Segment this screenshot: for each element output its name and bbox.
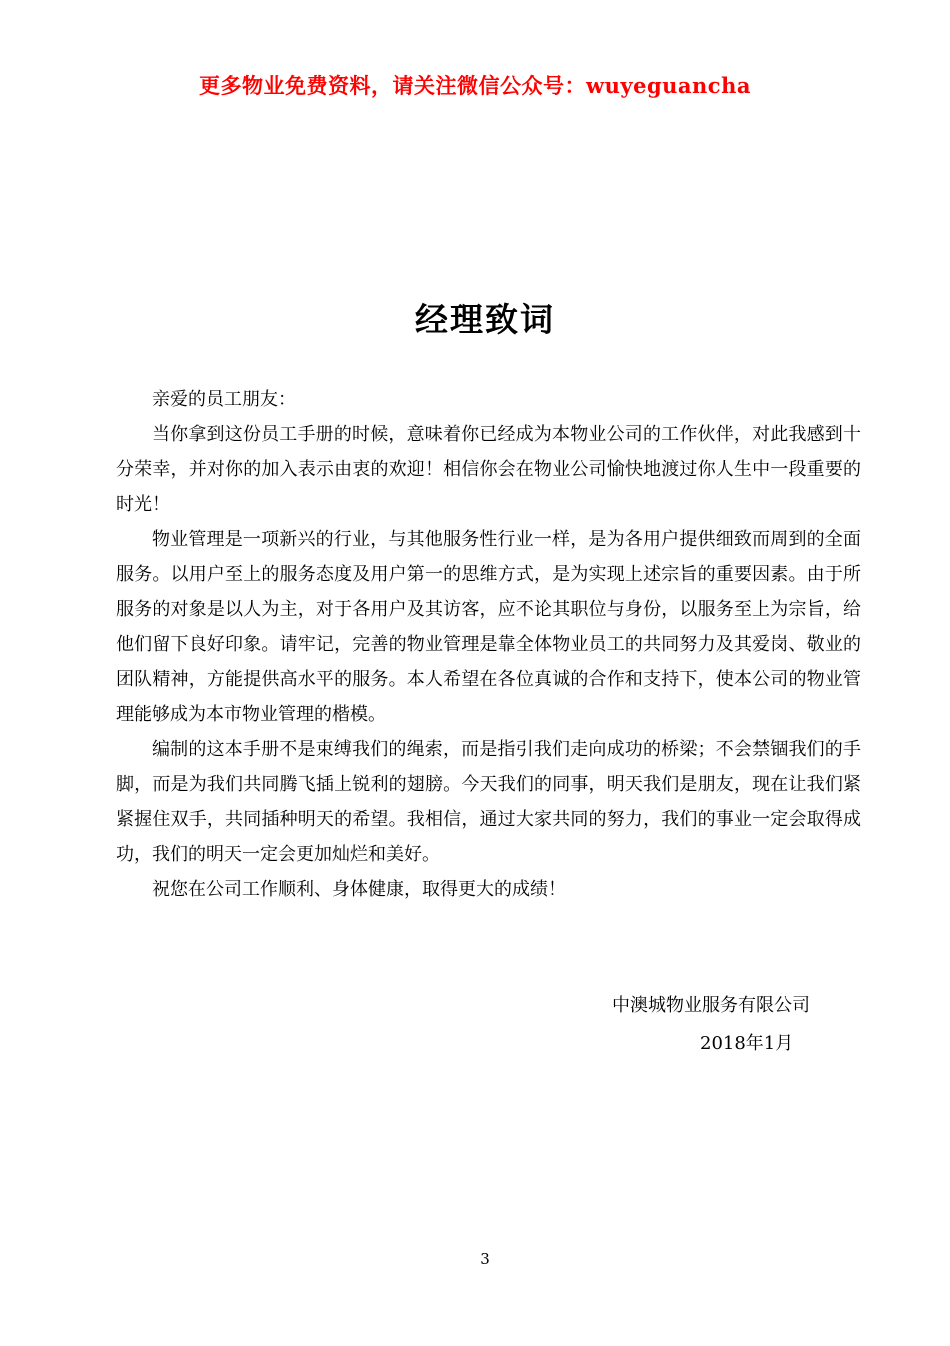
paragraph: 当你拿到这份员工手册的时候，意味着你已经成为本物业公司的工作伙伴，对此我感到十分荣幸，并对你的加入表示由衷的欢迎！相信你会在物业公司愉快地渡过你人生中一段重要的时光！ — [116, 424, 861, 515]
salutation: 亲爱的员工朋友： — [152, 389, 296, 410]
page-title: 经理致词 — [415, 300, 555, 339]
closing-wish: 祝您在公司工作顺利、身体健康，取得更大的成绩！ — [152, 879, 566, 900]
signature-date: 2018年1月 — [700, 1033, 794, 1054]
page-number: 3 — [480, 1250, 490, 1268]
paragraph: 物业管理是一项新兴的行业，与其他服务性行业一样，是为各用户提供细致而周到的全面服务。以用户至上的服务态度及用户第一的思维方式，是为实现上述宗旨的重要因素。由于所服务的对象是以人为主，对于各用户及其访客，应不论其职位与身份，以服务至上为宗旨，给他们留下良好印象。请牢记，完善的物业管理是靠全体物业员工的共同努力及其爱岗、敬业的团队精神，方能提供高水平的服务。本人希望在各位真诚的合作和支持下，使本公司的物业管理能够成为本市物业管理的楷模。 — [116, 529, 861, 725]
promo-banner: 更多物业免费资料，请关注微信公众号：wuyeguancha — [199, 73, 751, 98]
signature-company: 中澳城物业服务有限公司 — [612, 995, 810, 1016]
paragraph: 编制的这本手册不是束缚我们的绳索，而是指引我们走向成功的桥梁；不会禁锢我们的手脚，而是为我们共同腾飞插上锐利的翅膀。今天我们的同事，明天我们是朋友，现在让我们紧紧握住双手，共同插种明天的希望。我相信，通过大家共同的努力，我们的事业一定会取得成功，我们的明天一定会更加灿烂和美好。 — [116, 739, 861, 865]
letter-body — [116, 382, 861, 907]
